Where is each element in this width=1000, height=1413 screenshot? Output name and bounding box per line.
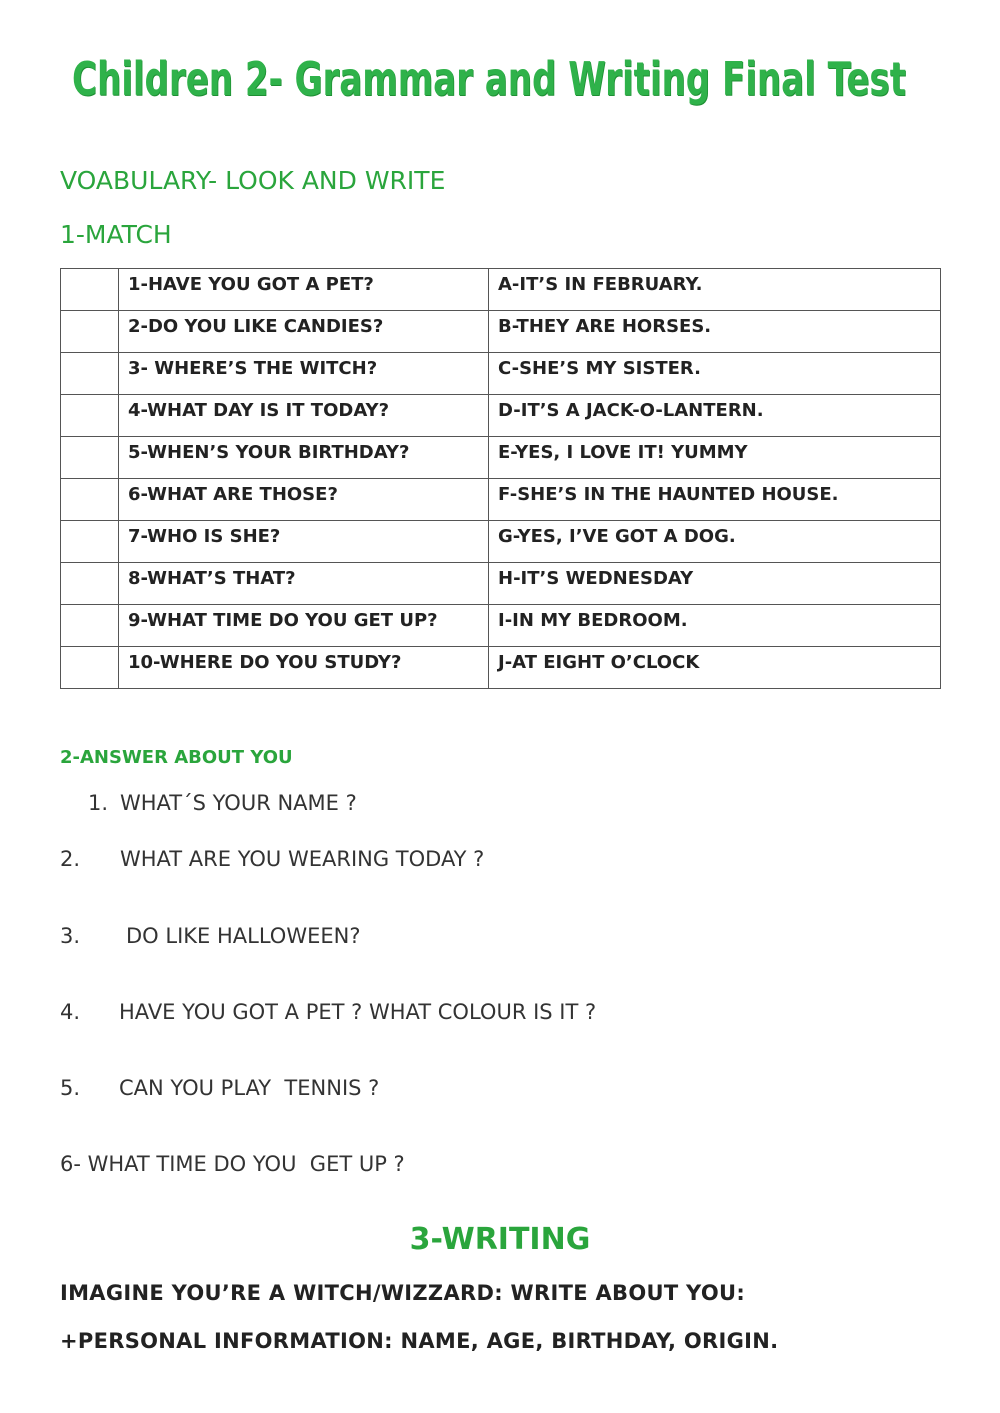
answer-cell: I-IN MY BEDROOM. (489, 605, 941, 647)
vocabulary-heading: VOABULARY- LOOK AND WRITE (60, 166, 446, 195)
table-row (61, 479, 941, 521)
question-cell: 2-DO YOU LIKE CANDIES? (119, 311, 489, 353)
question-text: DO LIKE HALLOWEEN? (126, 924, 361, 948)
question-number: 5. (60, 1076, 81, 1100)
writing-prompt: IMAGINE YOU’RE A WITCH/WIZZARD: WRITE ABOUT YOU: (60, 1281, 746, 1305)
question-cell: 1-HAVE YOU GOT A PET? (119, 269, 489, 311)
worksheet-title: Children 2- Grammar and Writing Final Test (72, 52, 906, 106)
table-row (61, 311, 941, 353)
answer-blank-cell[interactable] (61, 479, 119, 521)
question-text: WHAT´S YOUR NAME ? (120, 791, 357, 815)
answer-blank-cell[interactable] (61, 563, 119, 605)
table-row (61, 521, 941, 563)
question-number: 2. (60, 847, 81, 871)
question-cell: 3- WHERE’S THE WITCH? (119, 353, 489, 395)
writing-heading: 3-WRITING (409, 1222, 591, 1257)
question-cell: 9-WHAT TIME DO YOU GET UP? (119, 605, 489, 647)
answer-blank-cell[interactable] (61, 437, 119, 479)
answer-blank-cell[interactable] (61, 353, 119, 395)
question-cell: 5-WHEN’S YOUR BIRTHDAY? (119, 437, 489, 479)
answer-cell: E-YES, I LOVE IT! YUMMY (489, 437, 941, 479)
table-row (61, 395, 941, 437)
answer-blank-cell[interactable] (61, 521, 119, 563)
question-cell: 6-WHAT ARE THOSE? (119, 479, 489, 521)
match-heading: 1-MATCH (60, 220, 172, 249)
answer-cell: A-IT’S IN FEBRUARY. (489, 269, 941, 311)
question-cell: 8-WHAT’S THAT? (119, 563, 489, 605)
answer-cell: F-SHE’S IN THE HAUNTED HOUSE. (489, 479, 941, 521)
question-cell: 7-WHO IS SHE? (119, 521, 489, 563)
answer-blank-cell[interactable] (61, 395, 119, 437)
answer-heading: 2-ANSWER ABOUT YOU (60, 747, 293, 768)
question-text: CAN YOU PLAY TENNIS ? (119, 1076, 380, 1100)
question-number: 3. (60, 924, 81, 948)
answer-blank-cell[interactable] (61, 647, 119, 689)
writing-info: +PERSONAL INFORMATION: NAME, AGE, BIRTHDAY, ORIGIN. (60, 1329, 779, 1353)
question-text: 6- WHAT TIME DO YOU GET UP ? (60, 1152, 405, 1176)
table-row (61, 647, 941, 689)
match-table (60, 268, 941, 689)
answer-cell: J-AT EIGHT O’CLOCK (489, 647, 941, 689)
answer-cell: C-SHE’S MY SISTER. (489, 353, 941, 395)
question-number: 1. (88, 791, 109, 815)
answer-blank-cell[interactable] (61, 269, 119, 311)
answer-blank-cell[interactable] (61, 311, 119, 353)
question-text: WHAT ARE YOU WEARING TODAY ? (120, 847, 485, 871)
question-cell: 10-WHERE DO YOU STUDY? (119, 647, 489, 689)
answer-cell: D-IT’S A JACK-O-LANTERN. (489, 395, 941, 437)
answer-blank-cell[interactable] (61, 605, 119, 647)
answer-cell: G-YES, I’VE GOT A DOG. (489, 521, 941, 563)
table-row (61, 353, 941, 395)
answer-cell: H-IT’S WEDNESDAY (489, 563, 941, 605)
answer-cell: B-THEY ARE HORSES. (489, 311, 941, 353)
question-cell: 4-WHAT DAY IS IT TODAY? (119, 395, 489, 437)
table-row (61, 605, 941, 647)
question-number: 4. (60, 1000, 81, 1024)
table-row (61, 563, 941, 605)
question-text: HAVE YOU GOT A PET ? WHAT COLOUR IS IT ? (119, 1000, 597, 1024)
table-row (61, 437, 941, 479)
table-row (61, 269, 941, 311)
